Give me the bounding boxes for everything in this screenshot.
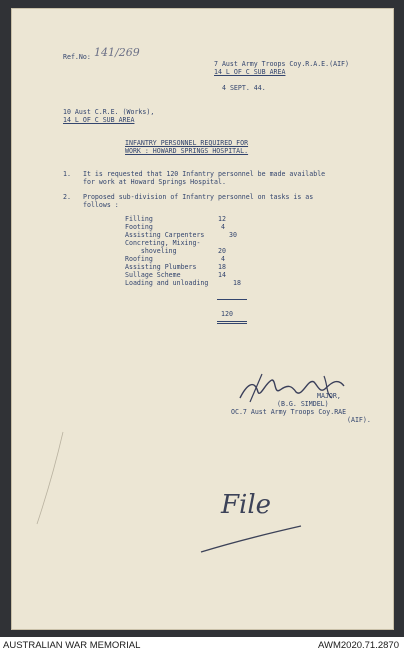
signature-rank: MAJOR, — [317, 392, 341, 400]
sender-line-2: 14 L OF C SUB AREA — [214, 68, 286, 76]
subject-line-1: INFANTRY PERSONNEL REQUIRED FOR — [125, 139, 249, 147]
task-name: Concreting, Mixing- — [125, 239, 201, 247]
file-note-underline-stroke — [197, 508, 307, 558]
task-count: 4 — [221, 223, 225, 231]
document-page — [11, 8, 394, 630]
task-count: 18 — [233, 279, 241, 287]
task-count: 14 — [218, 271, 226, 279]
addressee-line-1: 10 Aust C.R.E. (Works), — [63, 108, 155, 116]
para2-line-1: Proposed sub-division of Infantry personnel on tasks is as — [83, 193, 314, 201]
para1-number: 1. — [63, 170, 71, 178]
task-name: Assisting Carpenters — [125, 231, 205, 239]
para1-line-1: It is requested that 120 Infantry personnel be made available — [83, 170, 326, 178]
task-name: Sullage Scheme — [125, 271, 181, 279]
task-count: 20 — [218, 247, 226, 255]
total-rule-bottom-2 — [217, 323, 247, 324]
task-name: Roofing — [125, 255, 153, 263]
task-count: 30 — [229, 231, 237, 239]
addressee-line-2: 14 L OF C SUB AREA — [63, 116, 135, 124]
task-name: shoveling — [125, 247, 177, 255]
task-count: 4 — [221, 255, 225, 263]
signature-unit: OC.7 Aust Army Troops Coy.RAE — [231, 408, 347, 416]
footer-bar — [0, 637, 404, 653]
task-count: 12 — [218, 215, 226, 223]
task-name: Assisting Plumbers — [125, 263, 197, 271]
date: 4 SEPT. 44. — [222, 84, 266, 92]
para2-number: 2. — [63, 193, 71, 201]
footer-accession-number: AWM2020.71.2870 — [318, 640, 399, 651]
handwritten-file-note: File — [221, 490, 272, 520]
pencil-mark — [29, 428, 69, 528]
task-name: Loading and unloading — [125, 279, 209, 287]
sender-line-1: 7 Aust Army Troops Coy.R.A.E.(AIF) — [214, 60, 349, 68]
task-name: Footing — [125, 223, 153, 231]
subject-line-2: WORK : HOWARD SPRINGS HOSPITAL. — [125, 147, 249, 155]
para2-line-2: follows : — [83, 201, 119, 209]
signature-name: (B.G. SIMDEL) — [277, 400, 329, 408]
task-count: 18 — [218, 263, 226, 271]
footer-institution: AUSTRALIAN WAR MEMORIAL — [3, 640, 141, 651]
signature-aif: (AIF). — [347, 416, 371, 424]
total-rule-bottom-1 — [217, 321, 247, 322]
total-count: 120 — [221, 310, 233, 318]
para1-line-2: for work at Howard Springs Hospital. — [83, 178, 226, 186]
ref-number-handwritten: 141/269 — [94, 46, 140, 59]
ref-label: Ref.No: — [63, 53, 91, 61]
task-name: Filling — [125, 215, 153, 223]
total-rule-top — [217, 299, 247, 300]
